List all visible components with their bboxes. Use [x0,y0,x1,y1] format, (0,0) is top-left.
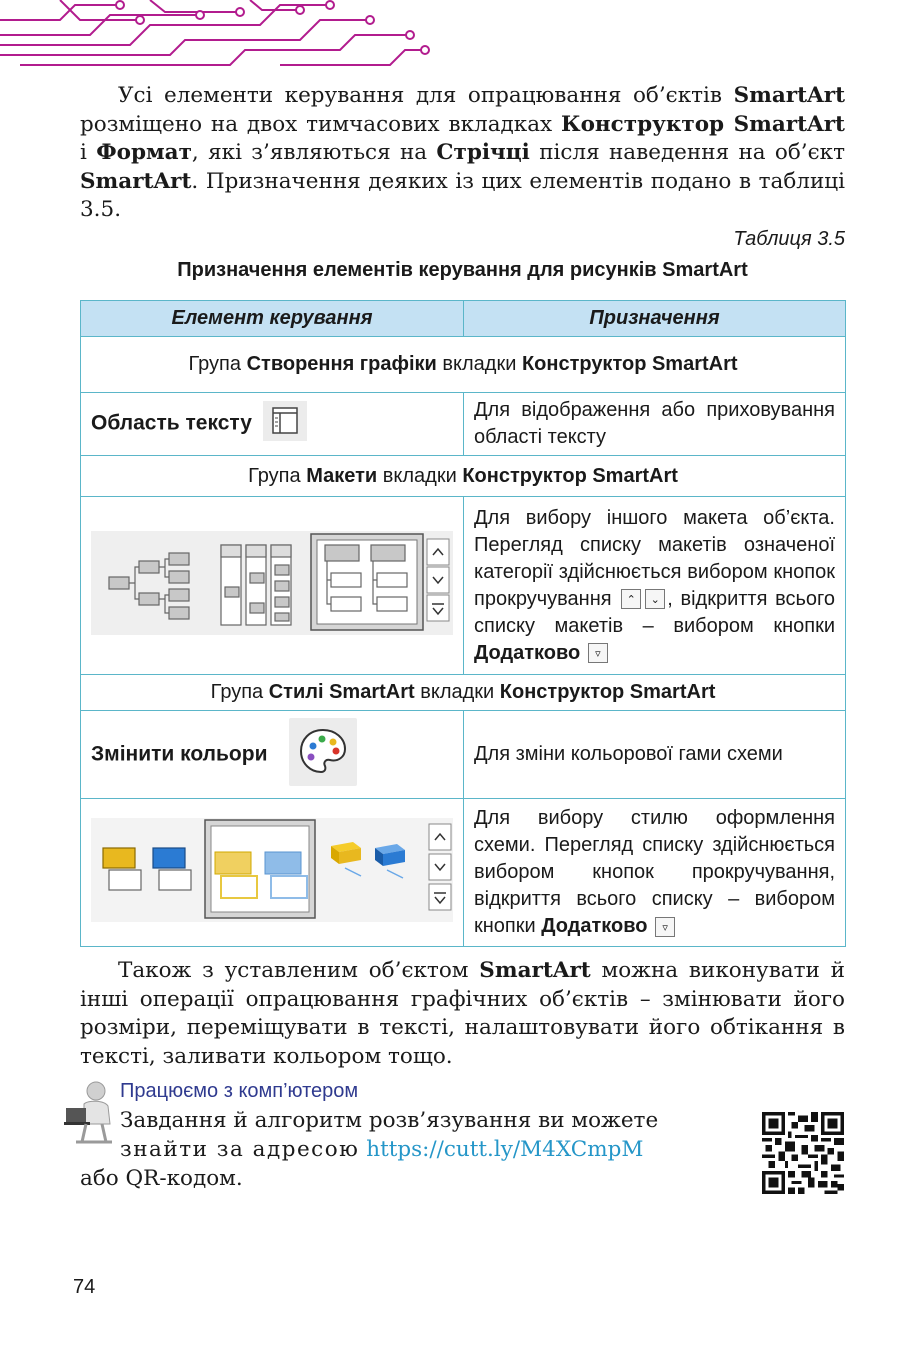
work-text-line: Завдання й алгоритм розв’язування ви можете [120,1108,659,1133]
qr-code[interactable] [762,1112,844,1194]
computer-user-icon [62,1080,118,1146]
header-element: Елемент керування [81,301,464,337]
table-row [81,711,846,799]
layouts-gallery [91,531,453,635]
layout-thumbnail-selected [311,534,423,630]
layouts-desc: Для вибору іншого макета об’єкта. Перегляд списку макетів означеної категорії здійснюється вибором кнопок прокручування ⌃ ⌄ , відкриття всього списку макетів – вибором кнопки Додатково ▿ [464,497,846,675]
work-text-line: знайти за адресою https://cutt.ly/M4XCmpM [120,1137,644,1162]
more-button[interactable]: ▿ [655,917,675,937]
task-link[interactable]: https://cutt.ly/M4XCmpM [366,1137,644,1162]
circuit-decoration [0,0,430,70]
scroll-down-button[interactable]: ⌄ [645,589,665,609]
outro-paragraph: Також з уставленим об’єктом SmartArt можна виконувати й інші операції опрацювання графічних об’єктів – змінювати його розміри, переміщувати в тексті, налаштовувати його обтікання в тексті, заливати кольором тощо. [80,958,845,1069]
work-heading: Працюємо з комп’ютером [120,1080,359,1102]
work-text-line: або QR-кодом. [80,1166,243,1191]
group-row: Група Створення графіки вкладки Конструктор SmartArt [81,337,846,393]
page-number: 74 [73,1276,96,1298]
group-row: Група Макети вкладки Конструктор SmartArt [81,456,846,497]
styles-desc: Для вибору стилю оформлення схеми. Перегляд списку здійснюється вибором кнопок прокручування, відкриття всього списку – вибором кнопки Додатково ▿ [464,799,846,947]
more-button[interactable]: ▿ [588,643,608,663]
text-pane-icon [263,401,307,447]
table-title: Призначення елементів керування для рисунків SmartArt [177,259,748,281]
change-colors-desc: Для зміни кольорової гами схеми [464,711,846,799]
gallery-scroll-buttons [429,824,451,910]
table-row [81,799,846,947]
styles-gallery [91,818,453,922]
change-colors-label: Змінити кольори [91,741,268,765]
scroll-up-button[interactable]: ⌃ [621,589,641,609]
text-pane-desc: Для відображення або приховування області тексту [464,393,846,456]
style-thumbnail-selected [205,820,315,918]
table-label: Таблиця 3.5 [733,228,845,250]
table-header-row [81,301,846,337]
header-purpose: Призначення [464,301,846,337]
text-pane-label: Область тексту [91,411,252,435]
intro-paragraph: Усі елементи керування для опрацювання об’єктів SmartArt розміщено на двох тимчасових вкладках Конструктор SmartArt і Формат, які з’являються на Стрічці після наведення на об’єкт SmartArt. Призначення деяких із цих елементів подано в таблиці 3.5. [80,83,846,223]
table-row [81,393,846,456]
table-row [81,497,846,675]
layout-thumbnail [221,545,291,625]
gallery-scroll-buttons [427,539,449,621]
group-row: Група Стилі SmartArt вкладки Конструктор SmartArt [81,675,846,711]
palette-icon [289,718,357,792]
controls-table [80,300,846,947]
